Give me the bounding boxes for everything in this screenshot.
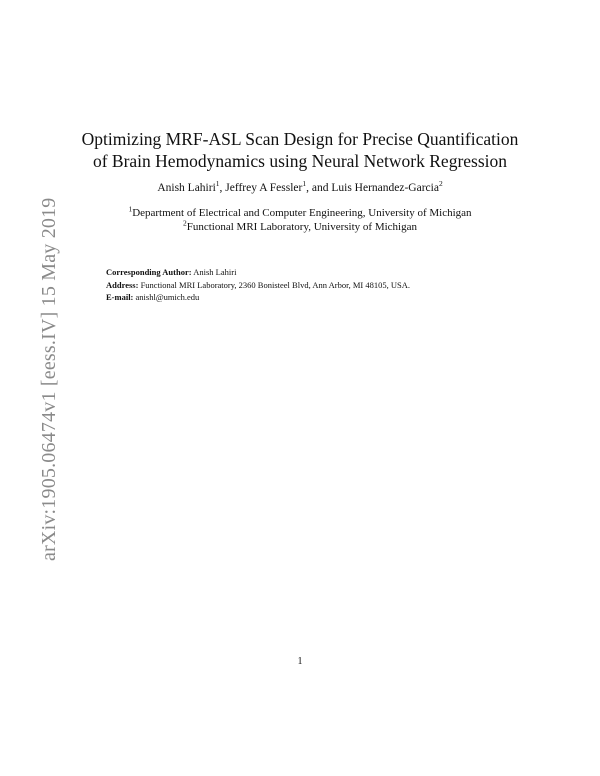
author-name: Anish Lahiri [157, 182, 216, 194]
email-label: E-mail: [106, 292, 134, 302]
corresponding-author-line [106, 266, 566, 279]
affiliation-mark: 1 [302, 179, 307, 189]
corresponding-author-label: Corresponding Author: [106, 267, 192, 277]
author-list [0, 181, 600, 195]
author-separator: , and [306, 182, 332, 194]
affiliation-list [0, 206, 600, 234]
paper-title [0, 128, 600, 172]
affiliation-mark: 1 [215, 179, 220, 189]
affiliation-mark: 2 [438, 179, 443, 189]
address-line [106, 279, 566, 292]
arxiv-identifier: arXiv:1905.06474v1 [eess.IV] 15 May 2019 [38, 197, 60, 561]
author-separator: , [219, 182, 226, 194]
title-line-2: of Brain Hemodynamics using Neural Network Regression [92, 151, 508, 171]
arxiv-stamp [16, 197, 60, 561]
address-label: Address: [106, 279, 139, 290]
author-name: Jeffrey A Fessler [225, 182, 303, 194]
contact-block [106, 266, 566, 304]
address-value: Functional MRI Laboratory, 2360 Bonisteel Blvd, Ann Arbor, MI 48105, USA. [140, 279, 411, 290]
page-number: 1 [297, 656, 303, 667]
corresponding-author-value: Anish Lahiri [193, 267, 237, 277]
affiliation-text: Department of Electrical and Computer Engineering, University of Michigan [132, 207, 472, 219]
affiliation-mark: 2 [183, 218, 187, 228]
title-line-1: Optimizing MRF-ASL Scan Design for Precise Quantification [81, 129, 519, 149]
email-value: anishl@umich.edu [135, 292, 200, 302]
email-line [106, 291, 566, 304]
affiliation-mark: 1 [128, 204, 133, 214]
affiliation-text: Functional MRI Laboratory, University of Michigan [186, 221, 417, 233]
affiliation [0, 206, 600, 220]
author-name: Luis Hernandez-Garcia [331, 182, 439, 194]
affiliation [0, 220, 600, 234]
